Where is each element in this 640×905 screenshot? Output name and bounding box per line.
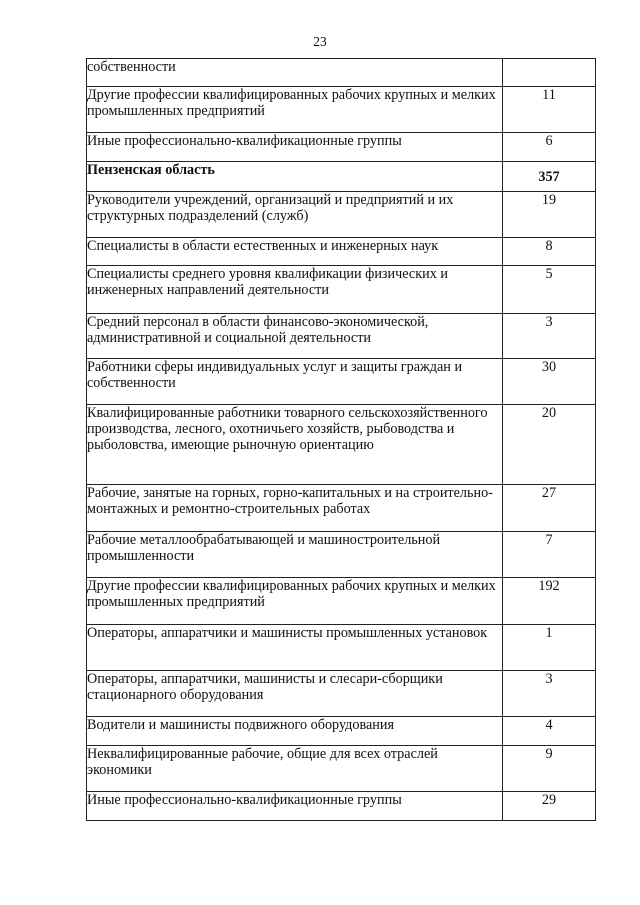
row-value: 3	[503, 671, 596, 717]
row-label: Руководители учреждений, организаций и предприятий и их структурных подразделений (служб)	[87, 192, 503, 238]
row-value: 6	[503, 133, 596, 162]
table-row	[87, 359, 596, 405]
row-label: Водители и машинисты подвижного оборудования	[87, 717, 503, 746]
row-value: 3	[503, 314, 596, 359]
region-total-row	[87, 162, 596, 192]
row-label: собственности	[87, 59, 503, 87]
row-value: 4	[503, 717, 596, 746]
row-label: Операторы, аппаратчики и машинисты промышленных установок	[87, 625, 503, 671]
row-label: Средний персонал в области финансово-экономической, административной и социальной деятельности	[87, 314, 503, 359]
row-value: 192	[503, 578, 596, 625]
row-value: 19	[503, 192, 596, 238]
row-value: 9	[503, 746, 596, 792]
row-value: 7	[503, 532, 596, 578]
row-label: Рабочие, занятые на горных, горно-капитальных и на строительно-монтажных и ремонтно-строительных работах	[87, 485, 503, 532]
row-label: Квалифицированные работники товарного сельскохозяйственного производства, лесного, охотничьего хозяйств, рыбоводства и рыболовства, имеющие рыночную ориентацию	[87, 405, 503, 485]
row-label: Другие профессии квалифицированных рабочих крупных и мелких промышленных предприятий	[87, 87, 503, 133]
table-row	[87, 238, 596, 266]
row-label: Операторы, аппаратчики, машинисты и слесари-сборщики стационарного оборудования	[87, 671, 503, 717]
table-row	[87, 87, 596, 133]
row-label: Работники сферы индивидуальных услуг и защиты граждан и собственности	[87, 359, 503, 405]
row-value: 29	[503, 792, 596, 821]
row-label: Иные профессионально-квалификационные группы	[87, 792, 503, 821]
row-value: 30	[503, 359, 596, 405]
table-row	[87, 532, 596, 578]
row-label: Другие профессии квалифицированных рабочих крупных и мелких промышленных предприятий	[87, 578, 503, 625]
row-value: 8	[503, 238, 596, 266]
row-label: Специалисты в области естественных и инженерных наук	[87, 238, 503, 266]
table-row	[87, 671, 596, 717]
table-row	[87, 625, 596, 671]
row-value	[503, 59, 596, 87]
row-value: 1	[503, 625, 596, 671]
row-value: 27	[503, 485, 596, 532]
row-value: 357	[503, 162, 596, 192]
table-row	[87, 314, 596, 359]
table-row	[87, 717, 596, 746]
row-value: 20	[503, 405, 596, 485]
table-row	[87, 133, 596, 162]
row-label: Иные профессионально-квалификационные группы	[87, 133, 503, 162]
table-row	[87, 578, 596, 625]
row-value: 11	[503, 87, 596, 133]
page-number: 23	[313, 34, 327, 49]
table-row	[87, 746, 596, 792]
row-value: 5	[503, 266, 596, 314]
occupation-table	[86, 58, 596, 821]
table-row	[87, 192, 596, 238]
table-row	[87, 266, 596, 314]
table-row	[87, 405, 596, 485]
row-label: Рабочие металлообрабатывающей и машиностроительной промышленности	[87, 532, 503, 578]
row-label: Пензенская область	[87, 162, 503, 192]
row-label: Специалисты среднего уровня квалификации физических и инженерных направлений деятельности	[87, 266, 503, 314]
table-row	[87, 59, 596, 87]
row-label: Неквалифицированные рабочие, общие для всех отраслей экономики	[87, 746, 503, 792]
table-row	[87, 792, 596, 821]
table-row	[87, 485, 596, 532]
